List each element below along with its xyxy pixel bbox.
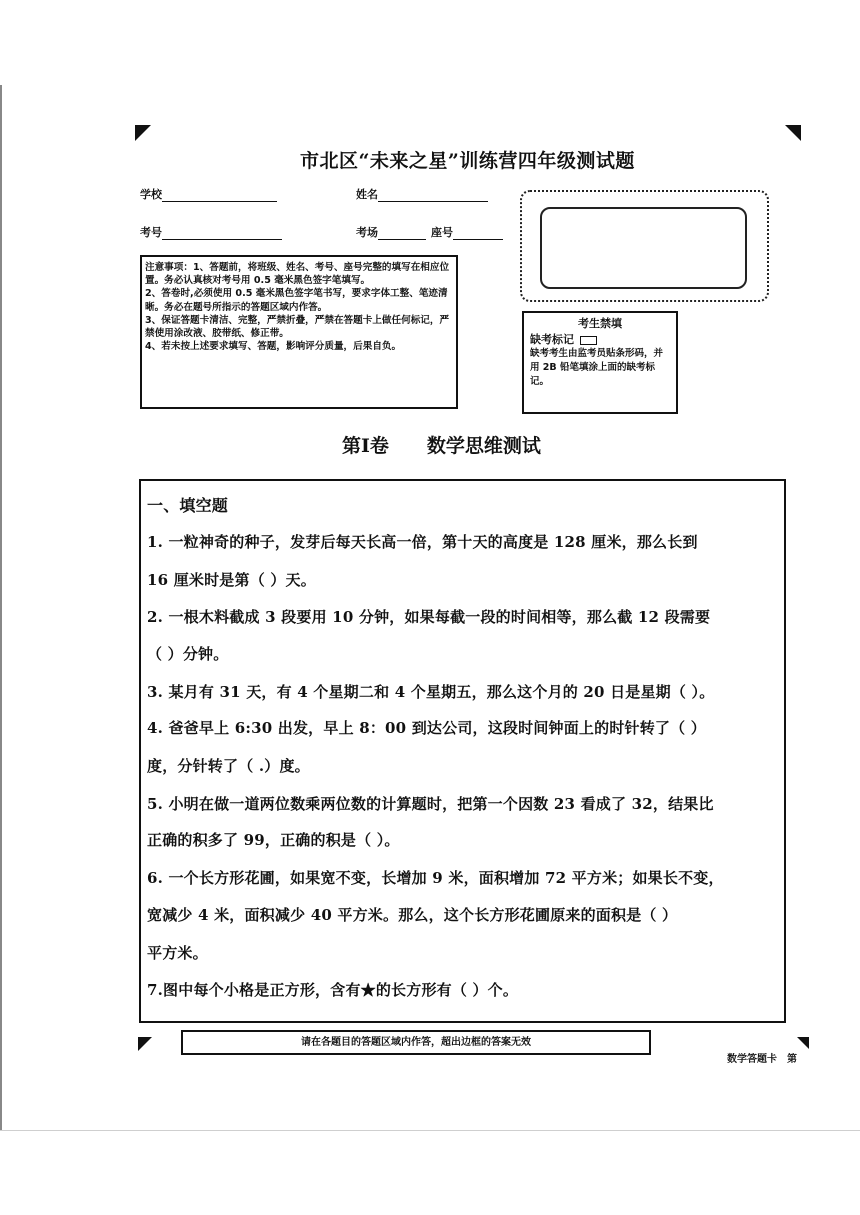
question-line: 正确的积多了 99，正确的积是（ ）。 [147, 831, 400, 849]
question-line: （ ）分钟。 [147, 645, 229, 663]
question-line: 3. 某月有 31 天，有 4 个星期二和 4 个星期五，那么这个月的 20 日是星期（ ）。 [147, 683, 715, 701]
answer-card-label: 数学答题卡 第 [727, 1054, 797, 1065]
school-label: 学校 [140, 188, 162, 201]
absent-box [522, 311, 678, 414]
question-line: 1. 一粒神奇的种子，发芽后每天长高一倍，第十天的高度是 128 厘米，那么长到 [147, 533, 698, 551]
question-line: 2. 一根木料截成 3 段要用 10 分钟，如果每截一段的时间相等，那么截 12 段需要 [147, 608, 711, 626]
notice-line: 注意事项：1、答题前，将班级、姓名、考号、座号完整的填写在相应位置。务必认真核对考号用 0.5 毫米黑色签字笔填写。 [145, 262, 450, 287]
corner-mark-bottom-right [797, 1037, 809, 1049]
corner-mark-bottom-left [138, 1037, 152, 1051]
school-line [162, 189, 277, 202]
name-field[interactable] [356, 186, 488, 202]
question-line: 6. 一个长方形花圃，如果宽不变，长增加 9 米，面积增加 72 平方米；如果长不变， [147, 869, 724, 887]
name-label: 姓名 [356, 188, 378, 201]
school-field[interactable] [140, 186, 277, 202]
absent-mark-checkbox[interactable] [580, 336, 597, 345]
question-box [139, 479, 786, 1023]
notice-line: 4、若未按上述要求填写、答题，影响评分质量，后果自负。 [145, 341, 402, 353]
question-line: 7.图中每个小格是正方形，含有★的长方形有（ ）个。 [147, 981, 519, 999]
room-line [378, 227, 426, 240]
question-line: 宽减少 4 米，面积减少 40 平方米。那么，这个长方形花圃原来的面积是（ ） [147, 906, 678, 924]
barcode-sticker-box[interactable] [540, 207, 747, 289]
answer-area-notice: 请在各题目的答题区域内作答，超出边框的答案无效 [181, 1030, 651, 1055]
question-line: 4. 爸爸早上 6:30 出发，早上 8：00 到达公司，这段时间钟面上的时针转了（ ） [147, 719, 706, 737]
absent-mark-label: 缺考标记 [530, 333, 574, 346]
section-title: 第Ⅰ卷 数学思维测试 [342, 435, 541, 457]
notice-line: 2、答卷时,必须使用 0.5 毫米黑色签字笔书写，要求字体工整、笔迹清晰。务必在题号所指示的答题区域内作答。 [145, 288, 448, 313]
seat-field[interactable] [431, 224, 503, 240]
question-line: 平方米。 [147, 944, 208, 962]
page-left-edge [0, 85, 2, 1130]
room-field[interactable] [356, 224, 426, 240]
room-label: 考场 [356, 226, 378, 239]
notice-line: 3、保证答题卡清洁、完整，严禁折叠，严禁在答题卡上做任何标记，严禁使用涂改液、胶带纸、修正带。 [145, 314, 450, 340]
exam-no-label: 考号 [140, 226, 162, 239]
question-line: 5. 小明在做一道两位数乘两位数的计算题时，把第一个因数 23 看成了 32，结果比 [147, 795, 714, 813]
exam-title: 市北区“未来之星”训练营四年级测试题 [300, 150, 635, 172]
question-heading: 一、填空题 [147, 496, 229, 515]
absent-title: 考生禁填 [578, 317, 622, 330]
exam-no-line [162, 227, 282, 240]
question-line: 16 厘米时是第（ ）天。 [147, 571, 316, 589]
name-line [378, 189, 488, 202]
notice-box [140, 255, 458, 409]
corner-mark-top-left [135, 125, 151, 141]
exam-no-field[interactable] [140, 224, 282, 240]
page-bottom-edge [0, 1130, 860, 1131]
seat-label: 座号 [431, 226, 453, 239]
question-line: 度，分针转了（ .）度。 [147, 757, 310, 775]
seat-line [453, 227, 503, 240]
absent-mark-row [530, 333, 670, 347]
corner-mark-top-right [785, 125, 801, 141]
absent-instruction: 缺考考生由监考员贴条形码，并用 2B 铅笔填涂上面的缺考标记。 [530, 348, 664, 387]
